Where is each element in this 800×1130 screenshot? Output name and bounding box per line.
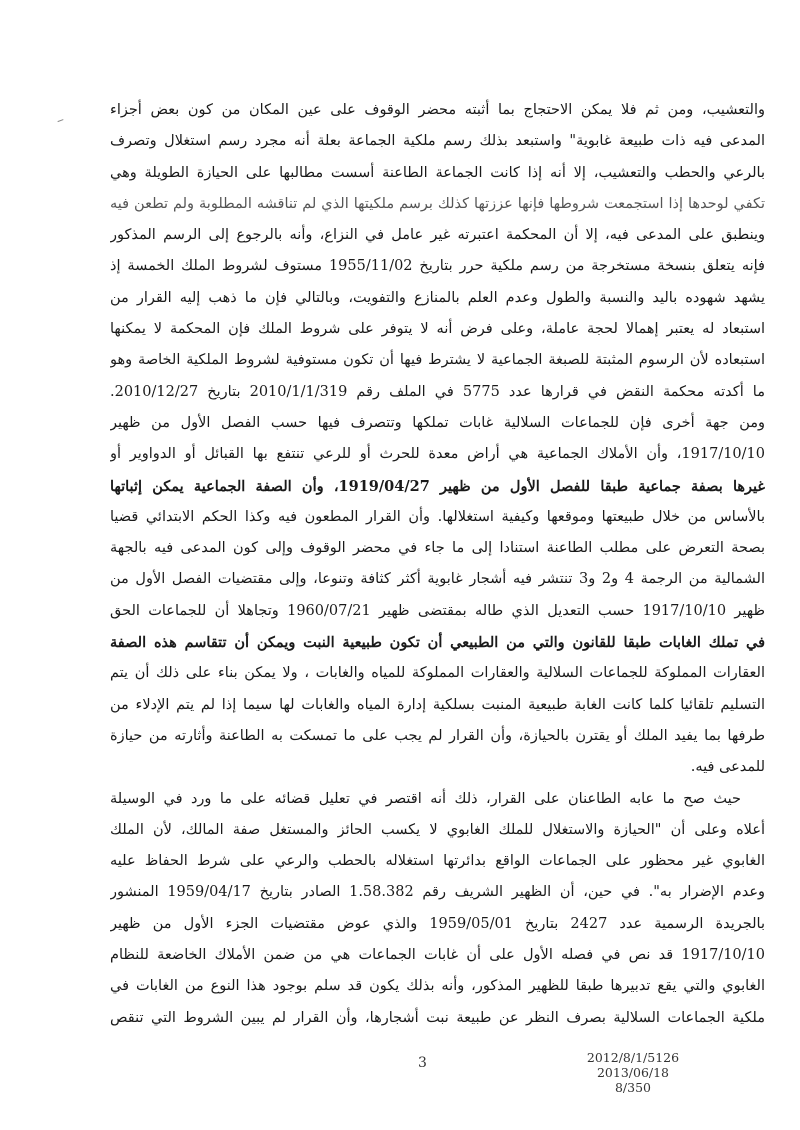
text-line: تكفي لوحدها إذا استجمعت شروطها فإنها عززتها كذلك برسم ملكيتها الذي لم تناقشه المطلوبة ولم تطعن فيه (110, 195, 765, 212)
text-line: يشهد شهوده باليد والنسبة والطول وعدم العلم بالمنازع والتفويت، وبالتالي فإن ما ذهب إليه القرار من (110, 289, 765, 306)
text-line: للمدعى فيه. (690, 759, 765, 776)
text-line: ومن جهة أخرى فإن للجماعات السلالية غابات تملكها وتتصرف فيها حسب الفصل الأول من ظهير (110, 414, 765, 431)
text-line: ملكية الجماعات السلالية بصرف النظر عن طبيعة نبت أشجارها، وأن القرار لم يبين الشروط التي تنقص (110, 1009, 765, 1026)
text-line: وينطبق على المدعى فيه، إلا أن المحكمة اعتبرته غير عامل في النزاع، وأنه بالرجوع إلى الرسم المذكور (110, 227, 765, 244)
case-file-number: 2012/8/1/5126 (586, 1050, 680, 1065)
body-text (110, 95, 765, 1034)
text-line: بالجريدة الرسمية عدد 2427 بتاريخ 1959/05/01 والذي عوض مقتضيات الجزء الأول من ظهير (110, 915, 765, 932)
text-line: فإنه يتعلق بنسخة مستخرجة من رسم ملكية حرر بتاريخ 1955/11/02 مستوف لشروط الملك الخمسة إذ (110, 258, 765, 275)
text-line: 1917/10/10 قد نص في فصله الأول على أن غابات الجماعات هي من ضمن الأملاك الخاضعة للنظام (110, 947, 765, 964)
text-line: طرفها بما يفيد الملك أو يقترن بالحيازة، وأن القرار لم يجب على ما تمسكت به الطاعنة وأثارته من حيازة (110, 727, 765, 744)
text-line: غيرها بصفة جماعية طبقا للفصل الأول من ظهير 1919/04/27، وأن الصفة الجماعية يمكن إثباتها (110, 477, 765, 495)
text-line: استبعاده لأن الرسوم المثبتة للصبغة الجماعية لا يشترط فيها أن تكون مستوفية لشروط الملكية الخاصة وهو (110, 352, 765, 369)
text-line: في تملك الغابات طبقا للقانون والتي من الطبيعي أن تكون طبيعية النبت ويمكن أن تتقاسم هذه الصفة (110, 634, 765, 652)
text-line: الشمالية من الرجمة 4 و2 و3 تنتشر فيه أشجار غابوية أكثر كثافة وتنوعا، وإلى مقتضيات الفصل الأول من (110, 571, 765, 588)
text-line: بصحة التعرض على مطلب الطاعنة استنادا إلى ما جاء في محضر الوقوف وإلى كون المدعى فيه بالجهة (110, 540, 765, 557)
text-line: حيث صح ما عابه الطاعنان على القرار، ذلك أنه اقتصر في تعليل قضائه على ما ورد في الوسيلة (110, 790, 741, 807)
text-line: العقارات المملوكة للجماعات السلالية والعقارات المملوكة للمياه والغابات ، ولا يمكن بناء على ذلك أن يتم (110, 665, 765, 682)
case-reference (578, 1050, 688, 1095)
decision-date: 2013/06/18 (596, 1065, 670, 1080)
decision-number: 8/350 (614, 1080, 652, 1095)
text-line: والتعشيب، ومن ثم فلا يمكن الاحتجاج بما أثبته محضر الوقوف على عين المكان من كون بعض أجزاء (110, 102, 765, 118)
text-line: الغابوي غير محظور على الجماعات الواقع بدائرتها استغلاله بالحطب والرعي على شرط الحفاظ عليه (110, 853, 765, 870)
text-line: أعلاه وعلى أن "الحيازة والاستغلال للملك الغابوي لا يكسب الحائز والمستغل صفة المالك، لأن الملك (110, 821, 765, 838)
text-line: ما أكدته محكمة النقض في قرارها عدد 5775 في الملف رقم 2010/1/1/319 بتاريخ 2010/12/27. (110, 383, 765, 400)
text-line: استبعاد له يعتبر إهمالا لحجة عاملة، وعلى فرض أنه لا يتوفر على شروط الملك فإن المحكمة لا يمكنها (110, 321, 765, 338)
text-line: الغابوي والتي يقع تدبيرها طبقا للظهير المذكور، وأنه بذلك يكون قد سلم بوجود هذا النوع من الغابات في (110, 978, 765, 995)
scan-mark (57, 119, 64, 125)
text-line: ظهير 1917/10/10 حسب التعديل الذي طاله بمقتضى ظهير 1960/07/21 وتجاهلا أن للجماعات الحق (110, 602, 765, 619)
text-line: بالأساس من خلال طبيعتها وموقعها وكيفية استغلالها. وأن القرار المطعون فيه وكذا الحكم الابتدائي قضيا (110, 508, 765, 525)
page-number: 3 (418, 1055, 427, 1071)
text-line: 1917/10/10، وأن الأملاك الجماعية هي أراض معدة للحرث أو للرعي تنتفع بها القبائل أو الدواوير أو (110, 446, 765, 463)
text-line: التسليم تلقائيا كلما كانت الغابة طبيعية المنبت بسلكية إدارة المياه والغابات لها سيما إذا لم يتم الإدلاء من (110, 696, 765, 713)
text-line: بالرعي والحطب والتعشيب، إلا أنه إذا كانت الجماعة الطاعنة أسست مطالبها على الحيازة الطويلة وهي (110, 164, 765, 181)
text-line: وعدم الإضرار به". في حين، أن الظهير الشريف رقم 1.58.382 الصادر بتاريخ 1959/04/17 المنشور (110, 884, 765, 901)
text-line: المدعى فيه ذات طبيعة غابوية" واستبعد بذلك رسم ملكية الجماعة بعلة أنه مجرد رسم استغلال وتصرف (110, 133, 765, 150)
